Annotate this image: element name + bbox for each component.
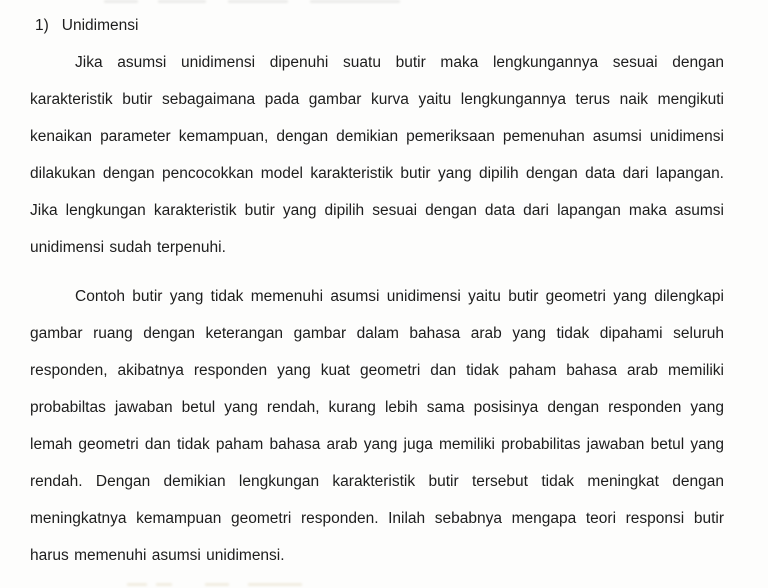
clipped-text-fragment [104,0,138,3]
clipped-text-fragment [156,583,172,586]
section-number: 1) [35,17,49,34]
clipped-text-fragment [248,583,302,586]
clipped-text-fragment [228,0,288,3]
section-heading [30,7,724,44]
section-title: Unidimensi [61,17,139,34]
clipped-text-fragment [127,583,147,586]
paragraph-1: Jika asumsi unidimensi dipenuhi suatu butir maka lengkungannya sesuai dengan karakteristik butir sebagaimana pada gambar kurva yaitu lengkungannya terus naik mengikuti kenaikan parameter kemampuan, dengan demikian pemeriksaan pemenuhan asumsi unidimensi dilakukan dengan pencocokkan model karakteristik butir yang dipilih dengan data dari lapangan. Jika lengkungan karakteristik butir yang dipilih sesuai dengan data dari lapangan maka asumsi unidimensi sudah terpenuhi. [30,54,724,256]
paragraph-2: Contoh butir yang tidak memenuhi asumsi unidimensi yaitu butir geometri yang dilengkapi gambar ruang dengan keterangan gambar dalam bahasa arab yang tidak dipahami seluruh responden, akibatnya responden yang kuat geometri dan tidak paham bahasa arab memiliki probabiltas jawaban betul yang rendah, kurang lebih sama posisinya dengan responden yang lemah geometri dan tidak paham bahasa arab yang juga memiliki probabilitas jawaban betul yang rendah. Dengan demikian lengkungan karakteristik butir tersebut tidak meningkat dengan meningkatnya kemampuan geometri responden. Inilah sebabnya mengapa teori responsi butir harus memenuhi asumsi unidimensi. [30,288,724,564]
clipped-text-fragment [158,0,206,3]
clipped-text-fragment [205,583,229,586]
clipped-text-fragment [310,0,400,3]
